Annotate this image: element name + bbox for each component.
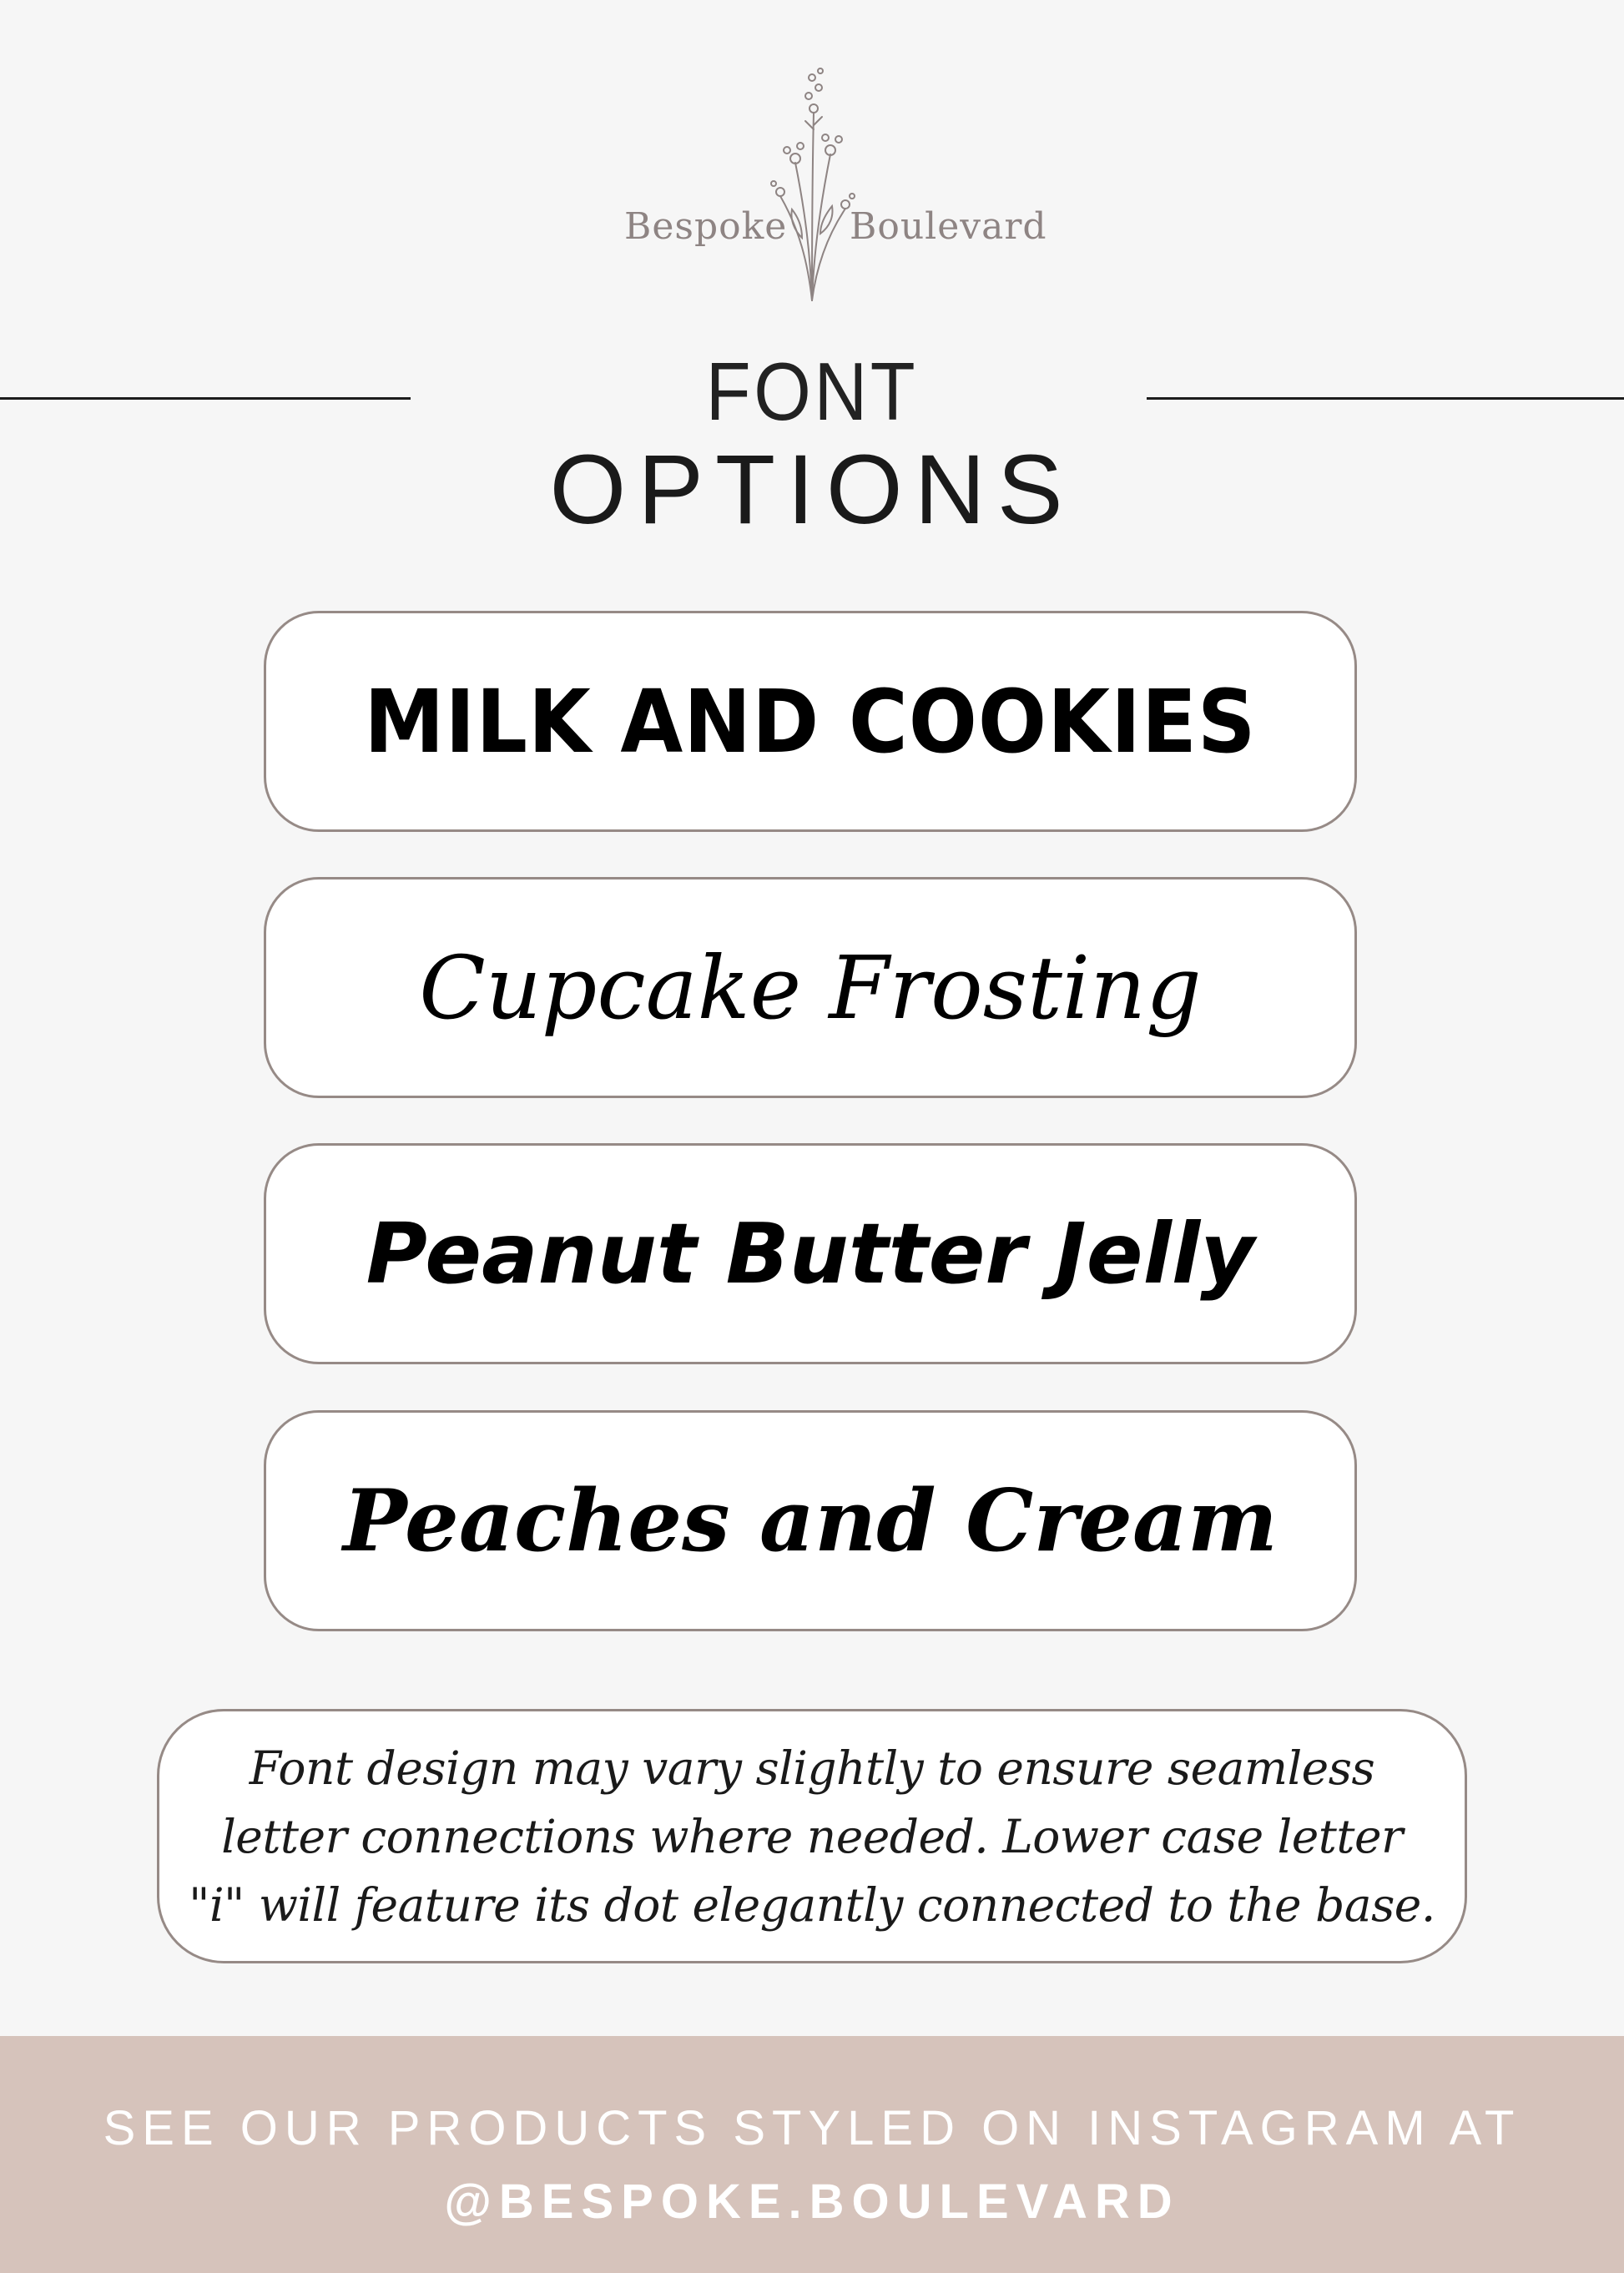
font-option-label: MILK AND COOKIES: [364, 670, 1257, 773]
font-option-label: Peaches and Cream: [343, 1470, 1278, 1571]
font-option-milk-and-cookies[interactable]: [264, 611, 1357, 832]
font-note-text: Font design may vary slightly to ensure seamless letter connections where needed. Lower case letter "i" will feature its dot elegantly connected to the base.: [189, 1741, 1435, 1932]
footer-instagram-handle[interactable]: @BESPOKE.BOULEVARD: [444, 2175, 1180, 2229]
footer-banner: [0, 2036, 1624, 2273]
page-title-line2: OPTIONS: [549, 435, 1075, 545]
brand-name-right: Boulevard: [850, 205, 1047, 248]
page-title-line1: FONT: [705, 345, 919, 437]
brand-logo: [0, 0, 1624, 317]
font-option-label: Peanut Butter Jelly: [366, 1205, 1255, 1303]
font-option-label: Cupcake Frosting: [419, 936, 1202, 1039]
brand-name-left: Bespoke: [624, 205, 788, 248]
footer-instagram-prompt: SEE OUR PRODUCTS STYLED ON INSTAGRAM AT: [103, 2101, 1521, 2155]
font-option-peanut-butter-jelly[interactable]: [264, 1143, 1357, 1364]
font-option-peaches-and-cream[interactable]: [264, 1410, 1357, 1631]
font-note-card: [157, 1709, 1467, 1963]
floral-sprig-icon: [762, 63, 862, 305]
font-option-cupcake-frosting[interactable]: [264, 877, 1357, 1098]
